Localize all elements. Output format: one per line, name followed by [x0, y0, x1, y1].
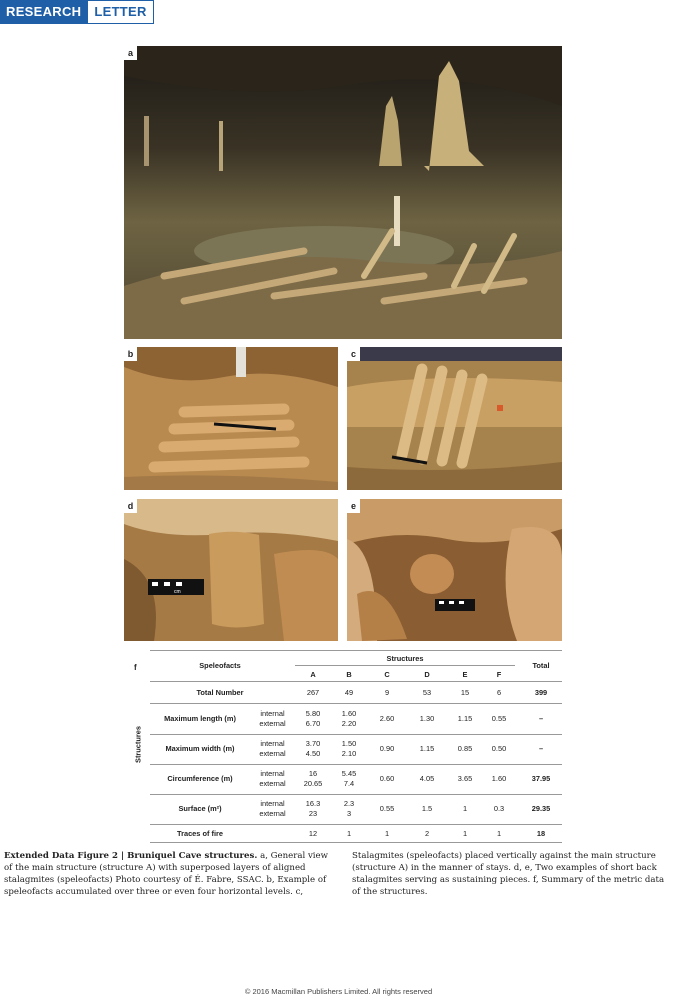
table-cell: 1: [462, 804, 468, 813]
table-cell: 1.50 2.10: [341, 739, 357, 758]
table-cell: 6: [496, 688, 502, 697]
panel-label-f: f: [134, 663, 137, 672]
table-cell: 1.60: [491, 774, 507, 783]
table-cell: 1.15: [457, 714, 473, 723]
table-total-cell: –: [538, 714, 544, 723]
row-label-surface: Surface (m²): [178, 804, 222, 813]
panel-label-b: b: [124, 347, 137, 361]
panel-label-e: e: [347, 499, 360, 513]
table-cell: 53: [422, 688, 432, 697]
row-label-max-length: Maximum length (m): [164, 714, 236, 723]
photo-panel-a: [124, 46, 562, 339]
table-cell: 0.55: [491, 714, 507, 723]
table-cell: 1.5: [421, 804, 433, 813]
sub-labels: internal external: [259, 769, 286, 788]
figure-caption-right: Stalagmites (speleofacts) placed vertically against the main structure (structure A) in the manner of stays. d, e, Two examples of short back stalagmites serving as sustaining pieces. f, Summary of the metric data of the structures.: [352, 851, 665, 897]
table-total-cell: 399: [534, 688, 548, 697]
table-cell: 49: [344, 688, 354, 697]
table-cell: 1: [346, 829, 352, 838]
figure-caption-text: a, General view of the main structure (structure A) with superposed layers of aligned stalagmites (speleofacts) Photo courtesy of É. Fabre, SSAC. b, Example of speleofacts accumulated over three or even four horizontal levels. c,: [4, 851, 328, 897]
table-cell: 1: [496, 829, 502, 838]
table-cell: 0.50: [491, 744, 507, 753]
table-cell: 5.45 7.4: [341, 769, 357, 788]
col-header-a: A: [310, 670, 316, 679]
article-type-label: LETTER: [87, 0, 153, 24]
row-label-max-width: Maximum width (m): [165, 744, 235, 753]
section-label: RESEARCH: [0, 0, 87, 24]
scale-bar: [435, 599, 475, 611]
row-label-total-number: Total Number: [196, 688, 244, 697]
panel-label-d: d: [124, 499, 137, 513]
table-cell: 3.70 4.50: [305, 739, 321, 758]
row-label-circumference: Circumference (m): [167, 774, 233, 783]
table-cell: 1.60 2.20: [341, 709, 357, 728]
table-cell: 0.3: [493, 804, 505, 813]
col-header-c: C: [384, 670, 390, 679]
table-cell: 1.15: [419, 744, 435, 753]
table-cell: 2.60: [379, 714, 395, 723]
table-cell: 9: [384, 688, 390, 697]
table-cell: 2: [424, 829, 430, 838]
figure-caption-title: Extended Data Figure 2 | Bruniquel Cave structures.: [4, 851, 258, 861]
journal-header: [0, 0, 154, 24]
table-cell: 16 20.65: [303, 769, 323, 788]
total-header: Total: [532, 661, 550, 670]
table-cell: 1: [384, 829, 390, 838]
structures-header: Structures: [386, 654, 424, 663]
col-header-d: D: [424, 670, 430, 679]
table-side-label: Structures: [133, 726, 143, 763]
sub-labels: internal external: [259, 709, 286, 728]
table-cell: 4.05: [419, 774, 435, 783]
table-cell: 5.80 6.70: [305, 709, 321, 728]
table-cell: 2.3 3: [343, 799, 355, 818]
table-cell: 1: [462, 829, 468, 838]
figure-caption-left: [4, 850, 334, 898]
col-header-f: F: [496, 670, 502, 679]
table-cell: 0.60: [379, 774, 395, 783]
copyright-footer: © 2016 Macmillan Publishers Limited. All rights reserved: [244, 987, 433, 996]
table-cell: 16.3 23: [305, 799, 321, 818]
table-cell: 0.90: [379, 744, 395, 753]
row-label-traces-of-fire: Traces of fire: [176, 829, 223, 838]
scale-bar-label: cm: [174, 589, 181, 595]
table-cell: 0.85: [457, 744, 473, 753]
photo-panel-c: [347, 347, 562, 490]
photo-panel-b: [124, 347, 338, 490]
table-cell: 15: [460, 688, 470, 697]
col-header-e: E: [462, 670, 468, 679]
speleofacts-header: Speleofacts: [199, 661, 241, 670]
panel-label-c: c: [347, 347, 360, 361]
photo-panel-d: [124, 499, 338, 641]
table-cell: 12: [308, 829, 318, 838]
table-total-cell: 29.35: [531, 804, 551, 813]
sub-labels: internal external: [259, 739, 286, 758]
table-cell: 267: [306, 688, 320, 697]
table-cell: 3.65: [457, 774, 473, 783]
col-header-b: B: [346, 670, 352, 679]
sub-labels: internal external: [259, 799, 286, 818]
photo-panel-e: [347, 499, 562, 641]
table-total-cell: 18: [536, 829, 546, 838]
table-total-cell: –: [538, 744, 544, 753]
table-total-cell: 37.95: [531, 774, 551, 783]
panel-label-a: a: [124, 46, 137, 60]
table-cell: 1.30: [419, 714, 435, 723]
table-cell: 0.55: [379, 804, 395, 813]
